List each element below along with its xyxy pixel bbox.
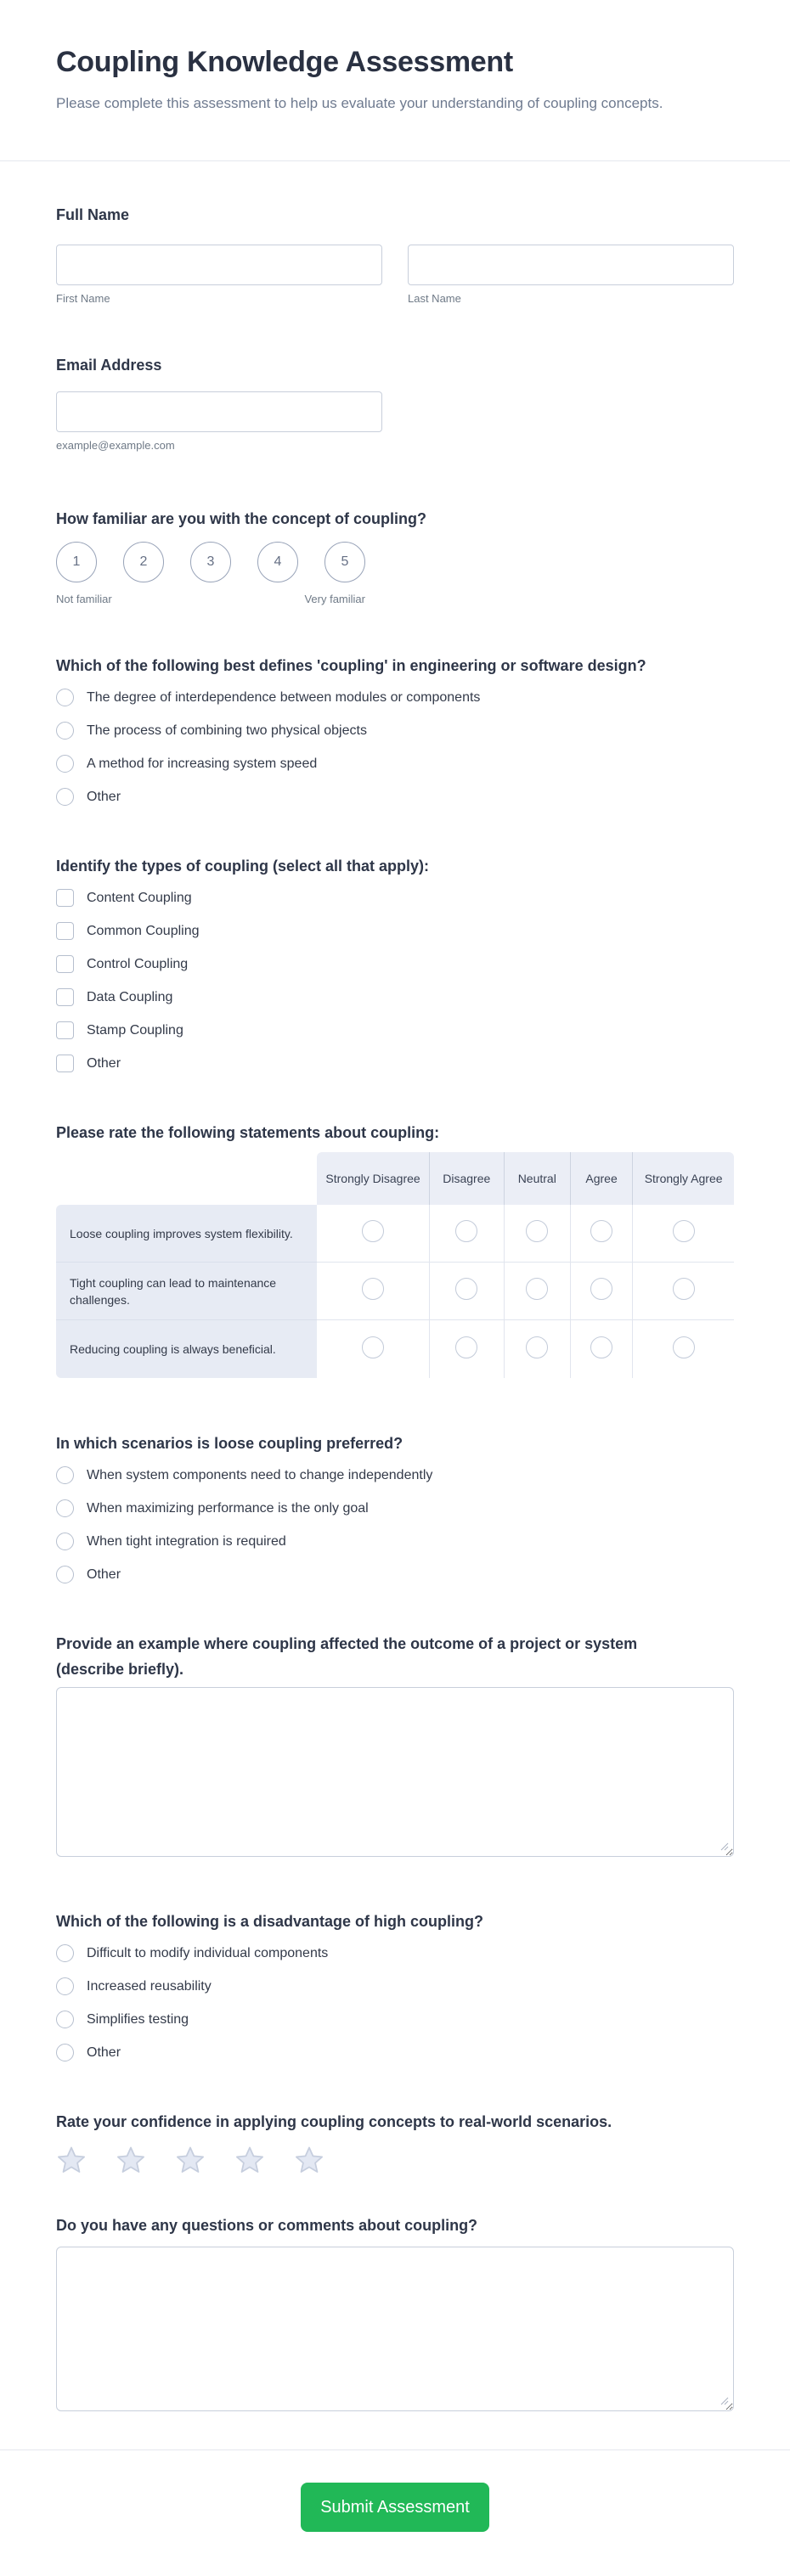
disadvantage-option-2[interactable]: Increased reusability [56, 1977, 734, 1995]
disadvantage-options [56, 1944, 734, 2061]
example-label: Provide an example where coupling affected the outcome of a project or system (describe briefly). [56, 1635, 638, 1678]
matrix-radio[interactable] [526, 1220, 548, 1242]
full-name-label: Full Name [56, 206, 130, 223]
full-name-field [56, 202, 734, 305]
matrix-radio[interactable] [590, 1220, 612, 1242]
checkbox-icon[interactable] [56, 955, 74, 973]
scale-min-label: Not familiar [56, 593, 112, 605]
types-question [56, 853, 734, 1072]
matrix-radio[interactable] [362, 1220, 384, 1242]
matrix-col-neutral: Neutral [504, 1152, 570, 1205]
scale-max-label: Very familiar [304, 593, 365, 605]
matrix-radio[interactable] [673, 1336, 695, 1358]
scenario-option-other[interactable]: Other [56, 1566, 734, 1583]
radio-icon[interactable] [56, 1944, 74, 1962]
last-name-wrap [408, 245, 734, 305]
matrix-col-agree: Agree [570, 1152, 632, 1205]
types-option-1[interactable]: Content Coupling [56, 889, 734, 907]
radio-icon[interactable] [56, 2011, 74, 2028]
checkbox-icon[interactable] [56, 1021, 74, 1039]
matrix-col-strongly-disagree: Strongly Disagree [317, 1152, 429, 1205]
matrix-row-1-label: Loose coupling improves system flexibility. [56, 1205, 317, 1263]
definition-option-other[interactable]: Other [56, 788, 734, 806]
radio-icon[interactable] [56, 1533, 74, 1550]
matrix-row-3 [56, 1320, 734, 1378]
scale-option-2[interactable]: 2 [123, 542, 164, 582]
disadvantage-option-other[interactable]: Other [56, 2044, 734, 2061]
star-icon[interactable] [116, 2146, 146, 2175]
scenario-option-3[interactable]: When tight integration is required [56, 1533, 734, 1550]
types-label: Identify the types of coupling (select all that apply): [56, 858, 430, 875]
radio-icon[interactable] [56, 1566, 74, 1583]
scenario-option-2[interactable]: When maximizing performance is the only goal [56, 1499, 734, 1517]
checkbox-icon[interactable] [56, 922, 74, 940]
confidence-question [56, 2109, 734, 2175]
familiarity-label: How familiar are you with the concept of coupling? [56, 510, 427, 527]
scenario-question [56, 1431, 734, 1583]
matrix-col-disagree: Disagree [429, 1152, 504, 1205]
matrix-radio[interactable] [455, 1278, 477, 1300]
email-input[interactable] [56, 391, 382, 432]
types-option-3[interactable]: Control Coupling [56, 955, 734, 973]
checkbox-icon[interactable] [56, 889, 74, 907]
form-title: Coupling Knowledge Assessment [56, 46, 513, 78]
comments-question [56, 2213, 734, 2416]
example-textarea[interactable] [56, 1687, 734, 1857]
types-option-other[interactable]: Other [56, 1055, 734, 1072]
scenario-label: In which scenarios is loose coupling preferred? [56, 1435, 403, 1452]
first-name-sublabel: First Name [56, 292, 110, 305]
scenario-option-1[interactable]: When system components need to change independently [56, 1466, 734, 1484]
matrix-radio[interactable] [455, 1220, 477, 1242]
matrix-question [56, 1120, 734, 1378]
email-label: Email Address [56, 357, 162, 374]
radio-icon[interactable] [56, 1977, 74, 1995]
name-inputs-row [56, 245, 734, 305]
example-textarea-wrap [56, 1687, 734, 1861]
scale-row [56, 542, 365, 582]
radio-icon[interactable] [56, 1466, 74, 1484]
definition-option-3[interactable]: A method for increasing system speed [56, 755, 734, 773]
radio-icon[interactable] [56, 755, 74, 773]
radio-icon[interactable] [56, 722, 74, 740]
disadvantage-option-3[interactable]: Simplifies testing [56, 2011, 734, 2028]
matrix-radio[interactable] [590, 1336, 612, 1358]
form-footer [0, 2450, 790, 2576]
definition-question [56, 653, 734, 806]
first-name-wrap [56, 245, 382, 305]
scale-option-3[interactable]: 3 [190, 542, 231, 582]
radio-icon[interactable] [56, 1499, 74, 1517]
matrix-col-strongly-agree: Strongly Agree [632, 1152, 734, 1205]
familiarity-question [56, 506, 734, 605]
confidence-label: Rate your confidence in applying coupling concepts to real-world scenarios. [56, 2113, 612, 2130]
scale-option-5[interactable]: 5 [324, 542, 365, 582]
types-option-5[interactable]: Stamp Coupling [56, 1021, 734, 1039]
star-icon[interactable] [175, 2146, 206, 2175]
disadvantage-option-1[interactable]: Difficult to modify individual components [56, 1944, 734, 1962]
disadvantage-label: Which of the following is a disadvantage of high coupling? [56, 1913, 483, 1930]
definition-label: Which of the following best defines 'coupling' in engineering or software design? [56, 657, 646, 674]
checkbox-icon[interactable] [56, 1055, 74, 1072]
radio-icon[interactable] [56, 788, 74, 806]
last-name-sublabel: Last Name [408, 292, 461, 305]
types-option-4[interactable]: Data Coupling [56, 988, 734, 1006]
star-icon[interactable] [294, 2146, 324, 2175]
radio-icon[interactable] [56, 689, 74, 706]
rating-table [56, 1152, 734, 1378]
last-name-input[interactable] [408, 245, 734, 285]
types-options [56, 889, 734, 1072]
scale-end-labels [56, 593, 365, 605]
matrix-radio[interactable] [526, 1336, 548, 1358]
comments-textarea[interactable] [56, 2247, 734, 2411]
comments-textarea-wrap [56, 2247, 734, 2416]
form-body [0, 161, 790, 2416]
star-icon[interactable] [56, 2146, 87, 2175]
form-description: Please complete this assessment to help us evaluate your understanding of coupling concepts. [56, 95, 663, 111]
matrix-radio[interactable] [590, 1278, 612, 1300]
matrix-row-1 [56, 1205, 734, 1263]
matrix-row-2 [56, 1263, 734, 1320]
scale-option-4[interactable]: 4 [257, 542, 298, 582]
submit-button[interactable]: Submit Assessment [301, 2483, 489, 2532]
matrix-radio[interactable] [673, 1278, 695, 1300]
example-question [56, 1631, 734, 1861]
email-field [56, 352, 734, 452]
matrix-radio[interactable] [362, 1336, 384, 1358]
disadvantage-question [56, 1909, 734, 2061]
matrix-radio[interactable] [673, 1220, 695, 1242]
definition-option-1[interactable]: The degree of interdependence between modules or components [56, 689, 734, 706]
matrix-radio[interactable] [455, 1336, 477, 1358]
matrix-row-2-label: Tight coupling can lead to maintenance challenges. [56, 1263, 317, 1320]
scenario-options [56, 1466, 734, 1583]
star-icon[interactable] [234, 2146, 265, 2175]
matrix-corner-cell [56, 1152, 317, 1205]
matrix-radio[interactable] [362, 1278, 384, 1300]
matrix-label: Please rate the following statements about coupling: [56, 1124, 440, 1141]
comments-label: Do you have any questions or comments about coupling? [56, 2217, 478, 2234]
checkbox-icon[interactable] [56, 988, 74, 1006]
matrix-row-3-label: Reducing coupling is always beneficial. [56, 1320, 317, 1378]
radio-icon[interactable] [56, 2044, 74, 2061]
matrix-radio[interactable] [526, 1278, 548, 1300]
scale-option-1[interactable]: 1 [56, 542, 97, 582]
first-name-input[interactable] [56, 245, 382, 285]
form-header [0, 0, 790, 116]
email-sublabel: example@example.com [56, 439, 175, 452]
definition-options [56, 689, 734, 806]
star-rating [56, 2146, 734, 2175]
definition-option-2[interactable]: The process of combining two physical objects [56, 722, 734, 740]
types-option-2[interactable]: Common Coupling [56, 922, 734, 940]
